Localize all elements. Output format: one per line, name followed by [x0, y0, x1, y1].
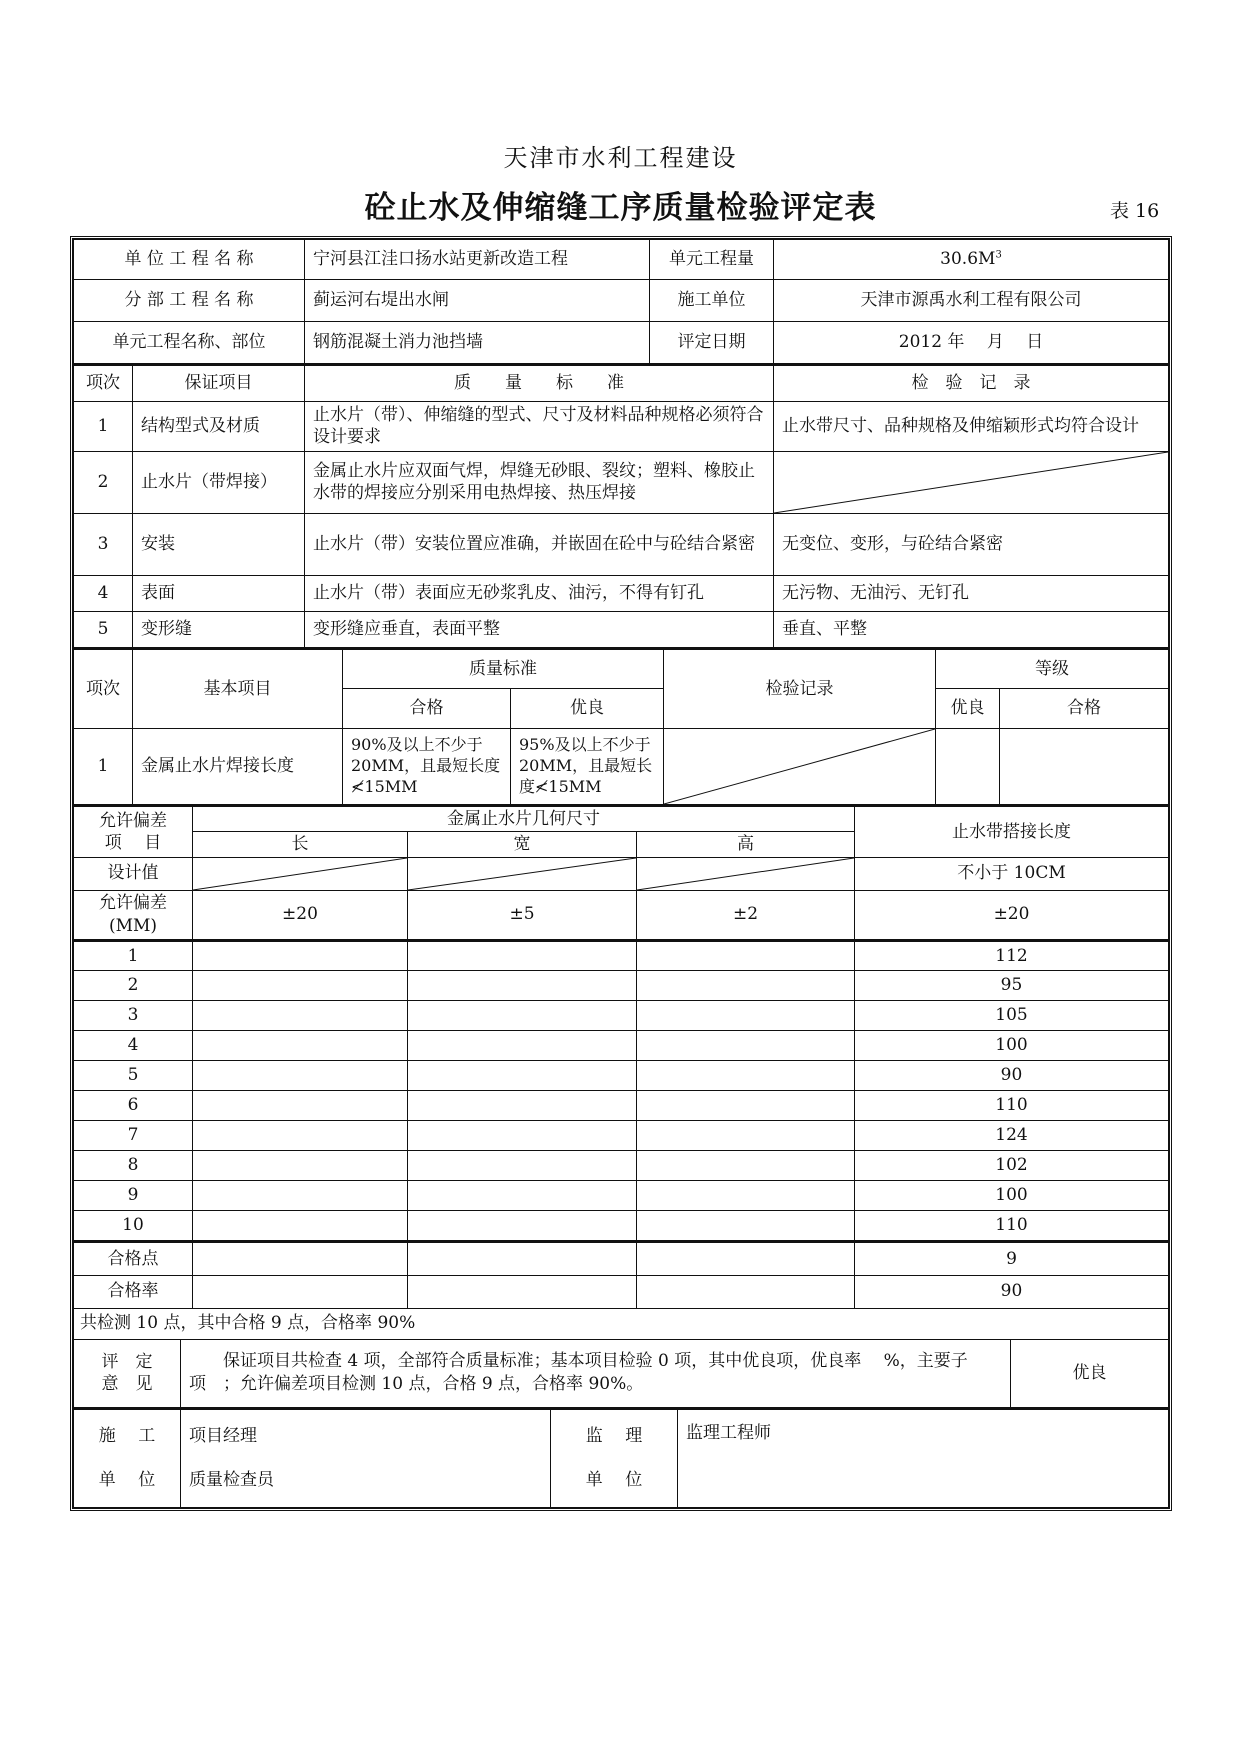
empty-cell — [408, 1242, 637, 1275]
table-number: 表 16 — [1110, 200, 1160, 222]
table-row — [74, 941, 1169, 971]
empty-cell — [408, 1275, 637, 1308]
total-summary: 共检测 10 点，其中合格 9 点，合格率 90% — [74, 1308, 1169, 1339]
allow-overlap: ±20 — [855, 890, 1169, 939]
pass-rate-value: 90 — [855, 1275, 1169, 1308]
empty-cell — [408, 1031, 637, 1061]
pass-points-value: 9 — [855, 1242, 1169, 1275]
row-no: 3 — [74, 513, 133, 575]
basic-col-standard: 质量标准 — [343, 649, 664, 689]
row-standard: 止水片（带）安装位置应准确，并嵌固在砼中与砼结合紧密 — [305, 513, 774, 575]
height-header: 高 — [637, 831, 855, 857]
empty-cell — [408, 1091, 637, 1121]
row-item: 安装 — [133, 513, 305, 575]
empty-cell — [193, 1211, 408, 1241]
info-table — [73, 239, 1169, 364]
engineer-label: 监理工程师 — [686, 1423, 771, 1443]
guarantee-table — [73, 364, 1169, 648]
opinion-grade: 优良 — [1011, 1340, 1169, 1408]
empty-cell — [637, 1001, 855, 1031]
empty-cell — [408, 1181, 637, 1211]
basic-col-no: 项次 — [74, 649, 133, 729]
table-row — [74, 971, 1169, 1001]
table-row — [74, 611, 1169, 647]
empty-cell — [637, 1242, 855, 1275]
empty-cell — [193, 1061, 408, 1091]
row-no: 1 — [74, 401, 133, 451]
width-header: 宽 — [408, 831, 637, 857]
row-record-empty — [774, 451, 1169, 513]
opinion-text: 保证项目共检查 4 项，全部符合质量标准；基本项目检验 0 项，其中优良项，优良率 %，主要子项 ；允许偏差项目检测 10 点，合格 9 点，合格率 90%。 — [181, 1340, 1011, 1408]
col-standard: 质 量 标 准 — [305, 365, 774, 401]
empty-cell — [193, 1031, 408, 1061]
row-record: 止水带尺寸、品种规格及伸缩颖形式均符合设计 — [774, 401, 1169, 451]
empty-cell — [637, 1061, 855, 1091]
diagonal-slash — [774, 452, 1168, 513]
row-no: 1 — [74, 729, 133, 805]
col-guarantee-item: 保证项目 — [133, 365, 305, 401]
qc-label: 质量检查员 — [189, 1470, 274, 1491]
table-row — [74, 451, 1169, 513]
unit-project-value: 宁河县江洼口扬水站更新改造工程 — [305, 240, 650, 280]
diagonal-slash — [408, 858, 636, 890]
measure-no: 7 — [74, 1121, 193, 1151]
row-item: 表面 — [133, 575, 305, 611]
empty-cell — [637, 1211, 855, 1241]
pm-label: 项目经理 — [189, 1426, 257, 1447]
element-label: 单元工程名称、部位 — [74, 322, 305, 364]
empty-cell — [408, 1001, 637, 1031]
empty-cell — [637, 1275, 855, 1308]
row-no: 2 — [74, 451, 133, 513]
tolerance-table — [73, 805, 1169, 940]
tolerance-corner: 允许偏差 项 目 — [74, 806, 193, 857]
row-record: 无污物、无油污、无钉孔 — [774, 575, 1169, 611]
table-row — [74, 1001, 1169, 1031]
table-row — [74, 1211, 1169, 1241]
row-pass-standard: 90%及以上不少于20MM，且最短长度≮15MM — [343, 729, 511, 805]
measure-no: 5 — [74, 1061, 193, 1091]
grade-excellent-header: 优良 — [936, 689, 1000, 729]
table-row — [74, 575, 1169, 611]
overlap-header: 止水带搭接长度 — [855, 806, 1169, 857]
design-height — [637, 857, 855, 890]
basic-table — [73, 648, 1169, 806]
empty-cell — [408, 941, 637, 971]
table-row — [74, 1181, 1169, 1211]
empty-cell — [408, 1121, 637, 1151]
unit-quantity-label: 单元工程量 — [650, 240, 774, 280]
empty-cell — [193, 941, 408, 971]
row-grade-excellent — [936, 729, 1000, 805]
unit-quantity-value: $30.6M^3$ — [774, 240, 1169, 280]
empty-cell — [637, 971, 855, 1001]
measure-no: 8 — [74, 1151, 193, 1181]
row-standard: 金属止水片应双面气焊，焊缝无砂眼、裂纹；塑料、橡胶止水带的焊接应分别采用电热焊接、热压焊接 — [305, 451, 774, 513]
design-width — [408, 857, 637, 890]
table-row — [74, 1031, 1169, 1061]
signature-table — [73, 1408, 1169, 1508]
supervision-signature — [678, 1409, 1169, 1507]
allow-width: ±5 — [408, 890, 637, 939]
construction-unit-sign-label: 施 工 单 位 — [74, 1409, 181, 1507]
empty-cell — [193, 971, 408, 1001]
empty-cell — [193, 1275, 408, 1308]
construction-unit-label: 施工单位 — [650, 280, 774, 322]
measure-overlap: 100 — [855, 1031, 1169, 1061]
basic-col-pass: 合格 — [343, 689, 511, 729]
measure-no: 3 — [74, 1001, 193, 1031]
row-no: 5 — [74, 611, 133, 647]
supervision-unit-sign-label: 监 理 单 位 — [551, 1409, 678, 1507]
col-record: 检 验 记 录 — [774, 365, 1169, 401]
metal-size-header: 金属止水片几何尺寸 — [193, 806, 855, 831]
construction-unit-value: 天津市源禹水利工程有限公司 — [774, 280, 1169, 322]
col-no: 项次 — [74, 365, 133, 401]
diagonal-slash — [637, 858, 854, 890]
construction-signatures — [181, 1409, 551, 1507]
empty-cell — [637, 1031, 855, 1061]
diagonal-slash — [664, 729, 935, 804]
row-record: 垂直、平整 — [774, 611, 1169, 647]
basic-col-excellent: 优良 — [511, 689, 664, 729]
row-record-empty — [664, 729, 936, 805]
measure-overlap: 124 — [855, 1121, 1169, 1151]
element-value: 钢筋混凝土消力池挡墙 — [305, 322, 650, 364]
basic-col-record: 检验记录 — [664, 649, 936, 729]
design-overlap: 不小于 10CM — [855, 857, 1169, 890]
row-item: 金属止水片焊接长度 — [133, 729, 343, 805]
table-row — [74, 1151, 1169, 1181]
unit-project-label: 单 位 工 程 名 称 — [74, 240, 305, 280]
empty-cell — [637, 1121, 855, 1151]
sub-project-value: 蓟运河右堤出水闸 — [305, 280, 650, 322]
sub-project-label: 分 部 工 程 名 称 — [74, 280, 305, 322]
row-no: 4 — [74, 575, 133, 611]
empty-cell — [637, 941, 855, 971]
length-header: 长 — [193, 831, 408, 857]
empty-cell — [193, 1001, 408, 1031]
row-item: 结构型式及材质 — [133, 401, 305, 451]
measure-no: 6 — [74, 1091, 193, 1121]
empty-cell — [408, 1151, 637, 1181]
row-excellent-standard: 95%及以上不少于 20MM，且最短长度≮15MM — [511, 729, 664, 805]
basic-col-grade: 等级 — [936, 649, 1169, 689]
empty-cell — [193, 1181, 408, 1211]
empty-cell — [408, 1061, 637, 1091]
eval-date-label: 评定日期 — [650, 322, 774, 364]
table-row — [74, 729, 1169, 805]
row-standard: 止水片（带）表面应无砂浆乳皮、油污，不得有钉孔 — [305, 575, 774, 611]
table-row — [74, 401, 1169, 451]
form-title: 砼止水及伸缩缝工序质量检验评定表 — [364, 190, 877, 226]
grade-pass-header: 合格 — [1000, 689, 1169, 729]
empty-cell — [408, 1211, 637, 1241]
row-record: 无变位、变形，与砼结合紧密 — [774, 513, 1169, 575]
measure-overlap: 105 — [855, 1001, 1169, 1031]
table-row — [74, 1091, 1169, 1121]
measure-no: 10 — [74, 1211, 193, 1241]
design-length — [193, 857, 408, 890]
summary-table — [73, 1241, 1169, 1340]
empty-cell — [193, 1242, 408, 1275]
allow-length: ±20 — [193, 890, 408, 939]
row-standard: 变形缝应垂直，表面平整 — [305, 611, 774, 647]
measure-no: 9 — [74, 1181, 193, 1211]
empty-cell — [637, 1091, 855, 1121]
measure-no: 4 — [74, 1031, 193, 1061]
pass-points-label: 合格点 — [74, 1242, 193, 1275]
empty-cell — [408, 971, 637, 1001]
measure-overlap: 95 — [855, 971, 1169, 1001]
title-line1: 天津市水利工程建设 — [503, 144, 738, 172]
basic-col-item: 基本项目 — [133, 649, 343, 729]
measure-no: 1 — [74, 941, 193, 971]
row-grade-pass — [1000, 729, 1169, 805]
measure-overlap: 102 — [855, 1151, 1169, 1181]
measurement-table — [73, 940, 1169, 1242]
empty-cell — [637, 1181, 855, 1211]
measure-overlap: 110 — [855, 1211, 1169, 1241]
row-item: 变形缝 — [133, 611, 305, 647]
measure-overlap: 110 — [855, 1091, 1169, 1121]
eval-date-value: 2012 年 月 日 — [774, 322, 1169, 364]
empty-cell — [637, 1151, 855, 1181]
row-standard: 止水片（带）、伸缩缝的型式、尺寸及材料品种规格必须符合设计要求 — [305, 401, 774, 451]
table-row — [74, 1121, 1169, 1151]
measure-no: 2 — [74, 971, 193, 1001]
measure-overlap: 90 — [855, 1061, 1169, 1091]
row-item: 止水片（带焊接） — [133, 451, 305, 513]
allow-label: 允许偏差 (MM) — [74, 890, 193, 939]
measure-overlap: 112 — [855, 941, 1169, 971]
table-row — [74, 1061, 1169, 1091]
pass-rate-label: 合格率 — [74, 1275, 193, 1308]
diagonal-slash — [193, 858, 407, 890]
design-label: 设计值 — [74, 857, 193, 890]
evaluation-form — [70, 236, 1172, 1511]
opinion-label: 评 定 意 见 — [74, 1340, 181, 1408]
empty-cell — [193, 1091, 408, 1121]
empty-cell — [193, 1151, 408, 1181]
empty-cell — [193, 1121, 408, 1151]
allow-height: ±2 — [637, 890, 855, 939]
opinion-table — [73, 1340, 1169, 1409]
measure-overlap: 100 — [855, 1181, 1169, 1211]
table-row — [74, 513, 1169, 575]
